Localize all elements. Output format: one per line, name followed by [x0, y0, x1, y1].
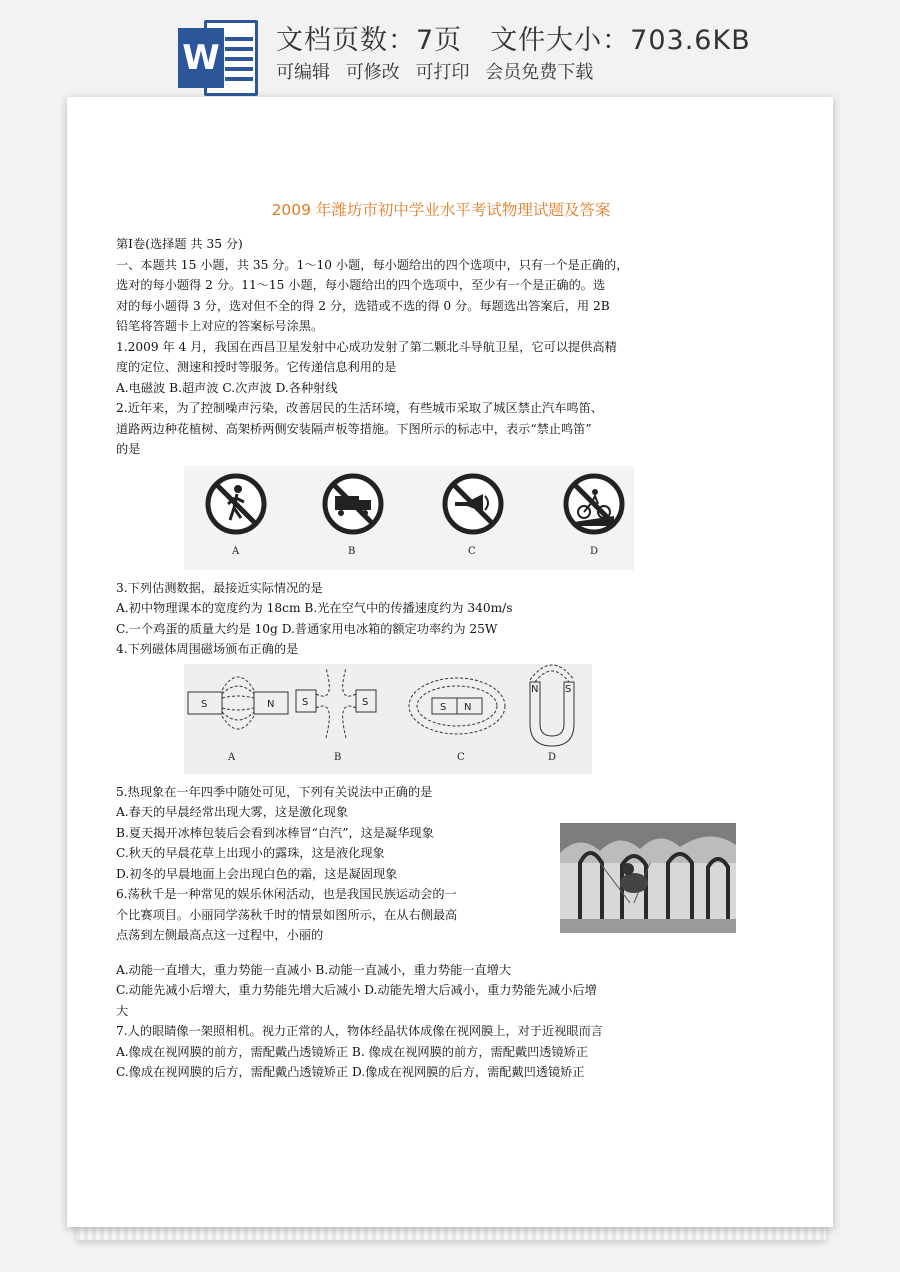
tag-editable: 可编辑 — [276, 62, 330, 83]
q3-line: 3.下列估测数据，最接近实际情况的是 — [116, 580, 323, 595]
question-4 — [116, 639, 736, 660]
q6-option: 大 — [116, 1003, 129, 1018]
instruction-line: 选对的每小题得 2 分。11～15 小题，每小题给出的四个选项中，至少有一个是正确的。选 — [116, 278, 606, 292]
pole-label: N — [531, 683, 539, 695]
mag-label-b: B — [334, 751, 342, 763]
q5-line: 5.热现象在一年四季中随处可见，下列有关说法中正确的是 — [116, 784, 433, 799]
q5-option: D.初冬的早晨地面上会出现白色的霜，这是凝固现象 — [116, 866, 398, 881]
q5-option: A.春天的早晨经常出现大雾，这是激化现象 — [116, 805, 349, 819]
instructions — [116, 255, 736, 337]
document-body — [116, 198, 736, 1083]
doc-meta — [276, 18, 751, 57]
magnetic-field-figure — [184, 664, 592, 774]
traffic-signs-figure — [184, 466, 634, 570]
magnetic-field-diagram — [184, 664, 592, 774]
no-trucks-sign-icon — [321, 472, 385, 536]
q7-option: C.像成在视网膜的后方，需配戴凸透镜矫正 D.像成在视网膜的后方，需配戴凹透镜矫正 — [116, 1065, 585, 1079]
feature-tags — [276, 58, 603, 84]
q6-line: 6.荡秋千是一种常见的娱乐休闲活动，也是我国民族运动会的一 — [116, 887, 457, 901]
word-letter: W — [178, 28, 224, 88]
no-bicycles-sign-icon — [562, 472, 626, 536]
tag-member-download: 会员免费下载 — [485, 62, 594, 83]
q6-line: 点荡到左侧最高点这一过程中，小丽的 — [116, 928, 324, 942]
q6-line: 个比赛项目。小丽同学荡秋千时的情景如图所示，在从右侧最高 — [116, 907, 458, 922]
q3-options: C.一个鸡蛋的质量大约是 10g D.普通家用电冰箱的额定功率约为 25W — [116, 621, 498, 636]
pole-label: S — [440, 701, 447, 713]
q7-option: A.像成在视网膜的前方，需配戴凸透镜矫正 B. 像成在视网膜的前方，需配戴凹透镜矫正 — [116, 1044, 589, 1059]
instruction-line: 对的每小题得 3 分，选对但不全的得 2 分，选错或不选的得 0 分。每题选出答案后，用 2B — [116, 298, 610, 313]
q7-line: 7.人的眼睛像一架照相机。视力正常的人，物体经晶状体成像在视网膜上，对于近视眼而言 — [116, 1024, 603, 1038]
q6-option: A.动能一直增大，重力势能一直减小 B.动能一直减小，重力势能一直增大 — [116, 962, 512, 977]
q2-line: 2.近年来，为了控制噪声污染，改善居民的生活环境，有些城市采取了城区禁止汽车鸣笛、 — [116, 401, 603, 415]
question-1 — [116, 337, 736, 399]
pole-label: S — [565, 683, 572, 695]
q3-options: A.初中物理课本的宽度约为 18cm B.光在空气中的传播速度约为 340m/s — [116, 601, 513, 615]
no-pedestrian-sign-icon — [204, 472, 268, 536]
question-2 — [116, 398, 736, 460]
q2-line: 的是 — [116, 442, 141, 456]
no-honking-sign-icon — [441, 472, 505, 536]
sign-label-b: B — [348, 545, 356, 557]
mag-label-c: C — [457, 751, 465, 763]
mag-label-d: D — [548, 751, 557, 763]
q5-option: B.夏天揭开冰棒包装后会看到冰棒冒“白汽”，这是凝华现象 — [116, 825, 434, 840]
q5-option: C.秋天的早晨花草上出现小的露珠，这是液化现象 — [116, 846, 385, 860]
q6-options — [116, 960, 736, 1022]
mag-label-a: A — [228, 751, 236, 763]
q2-line: 道路两边种花植树、高架桥两侧安装隔声板等措施。下图所示的标志中，表示“禁止鸣笛” — [116, 421, 592, 436]
question-7 — [116, 1021, 736, 1083]
q1-line: 度的定位、测速和授时等服务。它传递信息利用的是 — [116, 360, 397, 374]
q4-line: 4.下列磁体周围磁场颁布正确的是 — [116, 642, 299, 656]
tag-modifiable: 可修改 — [345, 62, 400, 83]
instruction-line: 铅笔将答题卡上对应的答案标号涂黑。 — [116, 319, 324, 333]
instruction-line: 一、本题共 15 小题，共 35 分。1～10 小题，每小题给出的四个选项中，只有一个是正确的， — [116, 257, 629, 272]
pole-label: S — [201, 698, 208, 710]
pole-label: S — [302, 696, 309, 708]
tag-printable: 可打印 — [415, 62, 470, 83]
question-5-6 — [116, 782, 736, 946]
sign-label-d: D — [590, 545, 599, 557]
word-doc-icon — [178, 20, 258, 96]
document-title: 2009 年潍坊市初中学业水平考试物理试题及答案 — [271, 201, 611, 219]
swing-photo — [560, 823, 736, 933]
question-3 — [116, 578, 736, 640]
pole-label: N — [267, 698, 275, 710]
sign-label-a: A — [232, 545, 240, 557]
pole-label: S — [362, 696, 369, 708]
document-header — [0, 0, 900, 100]
file-size-label: 文件大小：703.6KB — [490, 25, 751, 56]
q1-options: A.电磁波 B.超声波 C.次声波 D.各种射线 — [116, 380, 338, 395]
sign-label-c: C — [468, 545, 476, 557]
page-count-label: 文档页数：7页 — [276, 25, 463, 56]
pole-label: N — [464, 701, 472, 713]
q1-line: 1.2009 年 4 月，我国在西昌卫星发射中心成功发射了第二颗北斗导航卫星，它可以提供高精 — [116, 339, 617, 354]
q6-option: C.动能先减小后增大，重力势能先增大后减小 D.动能先增大后减小，重力势能先减小后增 — [116, 983, 597, 997]
section-header: 第Ⅰ卷(选择题 共 35 分) — [116, 237, 243, 251]
